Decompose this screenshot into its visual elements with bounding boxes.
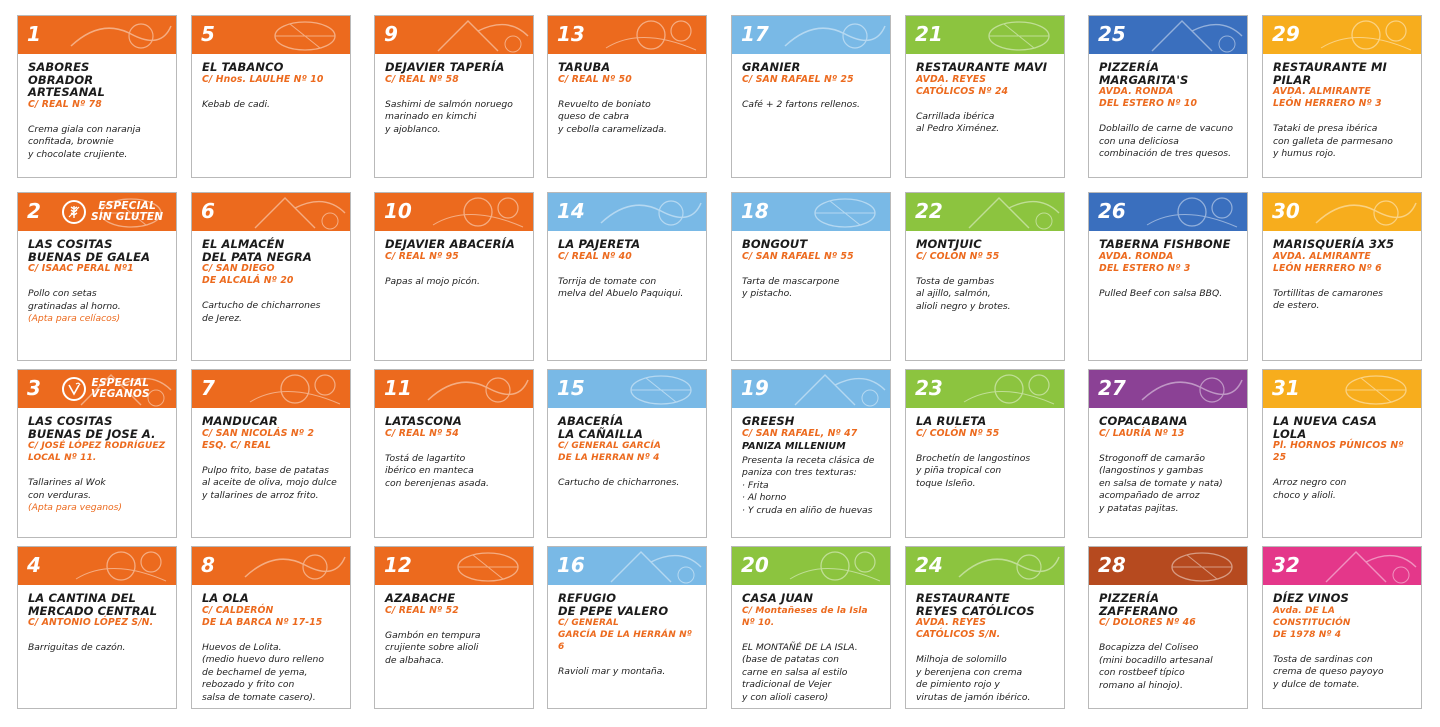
restaurant-address: AVDA. ALMIRANTE LEÓN HERRERO Nº 6	[1273, 250, 1382, 274]
restaurant-address: C/ REAL Nº 78	[28, 98, 102, 110]
dish-description: Tostá de lagartito ibérico en manteca con berenjenas asada.	[385, 452, 489, 489]
card-number: 6	[201, 199, 215, 223]
food-sketch-icon	[1132, 370, 1247, 408]
food-sketch-icon	[591, 16, 706, 54]
restaurant-address: AVDA. RONDA DEL ESTERO Nº 3	[1099, 250, 1191, 274]
card-header	[732, 193, 890, 231]
dish-description: Tataki de presa ibérica con galleta de parmesano y humus rojo.	[1273, 123, 1393, 159]
badge-label: ESPECIAL SIN GLUTEN	[91, 200, 164, 223]
card-header	[1089, 370, 1247, 408]
food-sketch-icon	[775, 16, 890, 54]
dish-description: Crema giala con naranja confitada, brownie y chocolate crujiente.	[28, 123, 141, 160]
restaurant-name: CASA JUAN	[742, 591, 814, 605]
card-header	[18, 193, 176, 231]
food-sketch-icon	[418, 16, 533, 54]
dish-description: Pulled Beef con salsa BBQ.	[1099, 287, 1223, 299]
restaurant-name: DEJAVIER ABACERÍA	[385, 237, 515, 251]
restaurant-card-17[interactable]	[731, 15, 891, 178]
restaurant-name: LA CANTINA DEL MERCADO CENTRAL	[28, 591, 158, 618]
food-sketch-icon	[1306, 370, 1421, 408]
restaurant-address: C/ Hnos. LAULHE Nº 10	[202, 73, 324, 85]
card-body	[1263, 54, 1421, 161]
restaurant-card-6[interactable]	[191, 192, 351, 361]
restaurant-card-19[interactable]	[731, 369, 891, 538]
dish-description: Tortillitas de camarones de estero.	[1273, 287, 1383, 311]
card-body	[192, 54, 350, 111]
dish-description: Torrija de tomate con melva del Abuelo Paquiqui.	[558, 275, 684, 299]
food-sketch-icon	[61, 547, 176, 585]
restaurant-card-4[interactable]	[17, 546, 177, 709]
dish-description: Tosta de sardinas con crema de queso payoyo y dulce de tomate.	[1273, 653, 1384, 690]
food-sketch-icon	[235, 16, 350, 54]
restaurant-card-15[interactable]	[547, 369, 707, 538]
food-sketch-icon	[418, 193, 533, 231]
restaurant-name: RESTAURANTE MAVI	[916, 60, 1048, 74]
dish-description: Ravioli mar y montaña.	[558, 666, 666, 677]
dish-description: Café + 2 fartons rellenos.	[742, 98, 860, 110]
dish-description: Tarta de mascarpone y pistacho.	[742, 275, 840, 299]
restaurant-name: LAS COSITAS BUENAS DE JOSE A.	[28, 414, 156, 441]
card-body	[548, 54, 706, 136]
card-header	[18, 16, 176, 54]
card-number: 25	[1098, 22, 1126, 46]
card-header	[1089, 193, 1247, 231]
restaurant-address: C/ SAN RAFAEL Nº 25	[742, 73, 854, 85]
restaurant-address: AVDA. REYES CATÓLICOS S/N.	[916, 617, 1001, 640]
card-body	[375, 408, 533, 490]
dish-note: (Apta para veganos)	[28, 502, 123, 513]
restaurant-card-27[interactable]	[1088, 369, 1248, 538]
dish-description: Sashimi de salmón noruego marinado en kimchi y ajoblanco.	[385, 98, 513, 135]
dish-note: (Apta para celíacos)	[28, 313, 121, 324]
restaurant-card-12[interactable]	[374, 546, 534, 709]
card-body	[18, 231, 176, 326]
restaurant-card-22[interactable]	[905, 192, 1065, 361]
dish-description: Carrillada ibérica al Pedro Ximénez.	[916, 110, 1000, 134]
dish-description: EL MONTAÑÉ DE LA ISLA. (base de patatas con carne en salsa al estilo tradicional de Vejer y con alioli casero)	[742, 641, 858, 703]
card-body	[906, 585, 1064, 704]
restaurant-card-11[interactable]	[374, 369, 534, 538]
card-header	[375, 16, 533, 54]
card-body	[548, 408, 706, 490]
restaurant-card-32[interactable]	[1262, 546, 1422, 709]
card-header	[1263, 547, 1421, 585]
card-body	[375, 585, 533, 667]
special-badge	[62, 375, 150, 403]
restaurant-card-10[interactable]	[374, 192, 534, 361]
card-number: 20	[741, 553, 769, 577]
dish-description: Milhoja de solomillo y berenjena con crema de pimiento rojo y virutas de jamón ibérico.	[916, 654, 1031, 703]
restaurant-card-5[interactable]	[191, 15, 351, 178]
restaurant-name: LA OLA	[202, 591, 249, 605]
restaurant-address: C/ ISAAC PERAL Nº1	[28, 263, 134, 274]
restaurant-address: C/ ANTONIO LÓPEZ S/N.	[28, 617, 154, 628]
food-sketch-icon	[418, 370, 533, 408]
restaurant-address: C/ SAN RAFAEL, Nº 47	[742, 427, 858, 439]
restaurant-name: BONGOUT	[742, 237, 808, 251]
restaurant-name: TARUBA	[558, 60, 611, 74]
restaurant-address: C/ LAURÍA Nº 13	[1099, 427, 1185, 439]
card-header	[192, 547, 350, 585]
restaurant-card-3[interactable]	[17, 369, 177, 538]
restaurant-name: LAS COSITAS BUENAS DE GALEA	[28, 237, 151, 264]
card-number: 28	[1098, 553, 1126, 577]
restaurant-address: C/ REAL Nº 50	[558, 73, 632, 85]
food-sketch-icon	[418, 547, 533, 585]
restaurant-card-23[interactable]	[905, 369, 1065, 538]
badge-label: ESPECIAL VEGANOS	[91, 377, 150, 400]
dish-description: Pollo con setas gratinadas al horno.	[28, 288, 121, 312]
special-badge	[62, 198, 163, 226]
card-header	[548, 16, 706, 54]
card-header	[548, 370, 706, 408]
card-number: 17	[741, 22, 769, 46]
restaurant-address: Pl. HORNOS PÚNICOS Nº 25	[1273, 440, 1404, 463]
restaurant-name: COPACABANA	[1099, 414, 1188, 428]
restaurant-address: C/ SAN DIEGO DE ALCALÁ Nº 20	[202, 263, 294, 286]
card-number: 8	[201, 553, 215, 577]
restaurant-card-26[interactable]	[1088, 192, 1248, 361]
card-body	[375, 231, 533, 288]
food-sketch-icon	[235, 193, 350, 231]
dish-description: Huevos de Lolita. (medio huevo duro relleno de bechamel de yema, rebozado y frito con salsa de tomate casero).	[202, 641, 324, 703]
card-body	[375, 54, 533, 136]
restaurant-name: LA NUEVA CASA LOLA	[1273, 414, 1377, 441]
food-sketch-icon	[1132, 193, 1247, 231]
dish-description: Tosta de gambas al ajillo, salmón, alioli negro y brotes.	[916, 275, 1011, 312]
restaurant-name: RESTAURANTE MI PILAR	[1273, 60, 1387, 87]
card-number: 10	[384, 199, 412, 223]
card-number: 16	[557, 553, 585, 577]
card-header	[732, 16, 890, 54]
food-sketch-icon	[1132, 16, 1247, 54]
card-body	[18, 585, 176, 655]
card-body	[906, 408, 1064, 490]
card-body	[732, 231, 890, 301]
restaurant-card-18[interactable]	[731, 192, 891, 361]
restaurant-name: DÍEZ VINOS	[1273, 591, 1349, 605]
card-number: 31	[1272, 376, 1300, 400]
card-header	[1263, 193, 1421, 231]
restaurant-name: GRANIER	[742, 60, 801, 74]
food-sketch-icon	[1132, 547, 1247, 585]
food-sketch-icon	[775, 370, 890, 408]
restaurant-name: TABERNA FISHBONE	[1099, 237, 1231, 251]
dish-description: Arroz negro con choco y alioli.	[1273, 477, 1347, 501]
restaurant-name: GREESH	[742, 414, 795, 428]
restaurant-card-30[interactable]	[1262, 192, 1422, 361]
card-header	[732, 547, 890, 585]
card-number: 1	[27, 22, 41, 46]
restaurant-address: AVDA. RONDA DEL ESTERO Nº 10	[1099, 86, 1198, 109]
food-sketch-icon	[591, 193, 706, 231]
food-sketch-icon	[949, 547, 1064, 585]
card-number: 5	[201, 22, 215, 46]
card-number: 27	[1098, 376, 1126, 400]
card-number: 15	[557, 376, 585, 400]
restaurant-name: MANDUCAR	[202, 414, 278, 428]
restaurant-card-25[interactable]	[1088, 15, 1248, 178]
dish-description: Presenta la receta clásica de paniza con tres texturas: · Frita · Al horno · Y cruda en aliño de huevas	[742, 454, 875, 516]
restaurant-name: DEJAVIER TAPERÍA	[385, 60, 505, 74]
dish-description: Bocapizza del Coliseo (mini bocadillo artesanal con rostbeef típico romano al hinojo).	[1099, 642, 1213, 691]
card-number: 29	[1272, 22, 1300, 46]
card-body	[906, 231, 1064, 313]
dish-description: Gambón en tempura crujiente sobre alioli de albahaca.	[385, 629, 481, 666]
restaurant-address: C/ REAL Nº 95	[385, 250, 459, 262]
card-number: 14	[557, 199, 585, 223]
card-number: 11	[384, 376, 412, 400]
restaurant-address: C/ SAN RAFAEL Nº 55	[742, 250, 854, 262]
card-header	[1089, 547, 1247, 585]
restaurant-name: EL ALMACÉN DEL PATA NEGRA	[202, 237, 312, 264]
card-number: 4	[27, 553, 41, 577]
card-header	[906, 547, 1064, 585]
card-body	[1089, 54, 1247, 161]
dish-description: Tallarines al Wok con verduras.	[28, 477, 106, 501]
restaurant-card-7[interactable]	[191, 369, 351, 538]
restaurant-name: PIZZERÍA MARGARITA'S	[1099, 60, 1189, 87]
card-body	[906, 54, 1064, 136]
restaurant-card-8[interactable]	[191, 546, 351, 709]
restaurant-name: LA PAJERETA	[558, 237, 641, 251]
card-body	[1089, 231, 1247, 300]
dish-description: Pulpo frito, base de patatas al aceite de oliva, mojo dulce y tallarines de arroz frito.	[202, 464, 337, 501]
card-number: 18	[741, 199, 769, 223]
card-header	[548, 547, 706, 585]
restaurant-card-14[interactable]	[547, 192, 707, 361]
card-number: 21	[915, 22, 943, 46]
food-sketch-icon	[949, 193, 1064, 231]
restaurant-address: C/ REAL Nº 52	[385, 604, 459, 616]
restaurant-card-13[interactable]	[547, 15, 707, 178]
restaurant-address: Avda. DE LA CONSTITUCIÓN DE 1978 Nº 4	[1273, 605, 1351, 640]
food-sketch-icon	[591, 547, 706, 585]
card-number: 26	[1098, 199, 1126, 223]
restaurant-name: RESTAURANTE REYES CATÓLICOS	[916, 591, 1035, 618]
dish-description: Doblaillo de carne de vacuno con una deliciosa combinación de tres quesos.	[1099, 123, 1233, 159]
food-sketch-icon	[1306, 193, 1421, 231]
food-sketch-icon	[1306, 547, 1421, 585]
card-header	[375, 370, 533, 408]
restaurant-name: REFUGIO DE PEPE VALERO	[558, 591, 669, 618]
card-number: 30	[1272, 199, 1300, 223]
card-header	[18, 370, 176, 408]
card-header	[1089, 16, 1247, 54]
food-sketch-icon	[61, 16, 176, 54]
restaurant-card-21[interactable]	[905, 15, 1065, 178]
card-body	[732, 585, 890, 704]
dish-description: Cartucho de chicharrones de Jerez.	[202, 300, 321, 324]
card-header	[192, 16, 350, 54]
wheat-icon	[62, 200, 86, 224]
card-number: 12	[384, 553, 412, 577]
restaurant-address: C/ SAN NICOLÁS Nº 2 ESQ. C/ REAL	[202, 427, 315, 451]
restaurant-name: LA RULETA	[916, 414, 987, 428]
restaurant-address: C/ COLÓN Nº 55	[916, 427, 1000, 439]
restaurant-address: C/ GENERAL GARCÍA DE LA HERRÁN Nº 6	[558, 618, 692, 652]
food-sketch-icon	[235, 370, 350, 408]
card-number: 3	[27, 376, 41, 400]
restaurant-address: AVDA. REYES CATÓLICOS Nº 24	[916, 73, 1009, 97]
card-header	[548, 193, 706, 231]
card-body	[548, 585, 706, 679]
restaurant-address: C/ CALDERÓN DE LA BARCA Nº 17-15	[202, 604, 323, 628]
food-sketch-icon	[235, 547, 350, 585]
restaurant-address: C/ REAL Nº 58	[385, 73, 459, 85]
restaurant-address: C/ JOSÉ LÓPEZ RODRÍGUEZ LOCAL Nº 11.	[28, 441, 166, 463]
restaurant-address: C/ REAL Nº 54	[385, 427, 459, 439]
restaurant-card-2[interactable]	[17, 192, 177, 361]
card-number: 24	[915, 553, 943, 577]
card-number: 22	[915, 199, 943, 223]
food-sketch-icon	[1306, 16, 1421, 54]
restaurant-name: AZABACHE	[385, 591, 456, 605]
card-header	[375, 547, 533, 585]
card-header	[1263, 370, 1421, 408]
dish-title: PANIZA MILLENIUM	[742, 440, 846, 452]
card-header	[906, 370, 1064, 408]
restaurant-name: SABORES OBRADOR ARTESANAL	[28, 60, 105, 99]
card-body	[548, 231, 706, 301]
card-body	[192, 408, 350, 502]
restaurant-address: C/ REAL Nº 40	[558, 250, 632, 262]
food-sketch-icon	[775, 193, 890, 231]
food-sketch-icon	[775, 547, 890, 585]
restaurant-name: MONTJUIC	[916, 237, 982, 251]
restaurant-card-20[interactable]	[731, 546, 891, 709]
restaurant-name: MARISQUERÍA 3X5	[1273, 237, 1395, 251]
card-header	[192, 193, 350, 231]
restaurant-card-1[interactable]	[17, 15, 177, 178]
restaurant-card-16[interactable]	[547, 546, 707, 709]
card-body	[18, 54, 176, 161]
card-header	[18, 547, 176, 585]
card-body	[1263, 231, 1421, 313]
dish-description: Strogonoff de camarão (langostinos y gambas en salsa de tomate y nata) acompañado de arroz y patatas pajitas.	[1099, 452, 1223, 514]
dish-description: Barriguitas de cazón.	[28, 642, 126, 653]
restaurant-address: C/ DOLORES Nº 46	[1099, 617, 1196, 628]
card-number: 13	[557, 22, 585, 46]
vegan-icon	[62, 377, 86, 401]
card-header	[1263, 16, 1421, 54]
card-body	[732, 408, 890, 517]
card-body	[1263, 585, 1421, 691]
restaurant-card-29[interactable]	[1262, 15, 1422, 178]
card-number: 7	[201, 376, 215, 400]
card-body	[732, 54, 890, 111]
restaurant-name: EL TABANCO	[202, 60, 284, 74]
food-sketch-icon	[949, 370, 1064, 408]
card-number: 9	[384, 22, 398, 46]
restaurant-address: C/ Montañeses de la Isla Nº 10.	[742, 605, 868, 628]
restaurant-card-28[interactable]	[1088, 546, 1248, 709]
card-body	[1089, 585, 1247, 692]
dish-description: Revuelto de boniato queso de cabra y cebolla caramelizada.	[558, 98, 667, 135]
card-number: 23	[915, 376, 943, 400]
card-body	[192, 585, 350, 704]
food-sketch-icon	[591, 370, 706, 408]
dish-description: Papas al mojo picón.	[385, 275, 480, 287]
restaurant-card-24[interactable]	[905, 546, 1065, 709]
restaurant-card-9[interactable]	[374, 15, 534, 178]
card-body	[1089, 408, 1247, 515]
dish-description: Kebab de cadi.	[202, 98, 270, 110]
card-header	[906, 16, 1064, 54]
card-body	[1263, 408, 1421, 502]
restaurant-name: ABACERÍA LA CAÑAILLA	[558, 414, 644, 441]
card-header	[192, 370, 350, 408]
card-body	[192, 231, 350, 325]
card-header	[906, 193, 1064, 231]
card-header	[375, 193, 533, 231]
restaurant-address: C/ COLÓN Nº 55	[916, 250, 1000, 262]
restaurant-name: PIZZERÍA ZAFFERANO	[1099, 591, 1178, 618]
card-number: 2	[27, 199, 41, 223]
card-header	[732, 370, 890, 408]
restaurant-address: C/ GENERAL GARCÍA DE LA HERRAN Nº 4	[558, 441, 661, 463]
dish-description: Cartucho de chicharrones.	[558, 477, 680, 488]
food-sketch-icon	[949, 16, 1064, 54]
card-number: 19	[741, 376, 769, 400]
dish-description: Brochetín de langostinos y piña tropical con toque Isleño.	[916, 452, 1031, 489]
card-body	[18, 408, 176, 515]
card-number: 32	[1272, 553, 1300, 577]
restaurant-address: AVDA. ALMIRANTE LEÓN HERRERO Nº 3	[1273, 86, 1382, 109]
restaurant-name: LATASCONA	[385, 414, 462, 428]
restaurant-card-31[interactable]	[1262, 369, 1422, 538]
